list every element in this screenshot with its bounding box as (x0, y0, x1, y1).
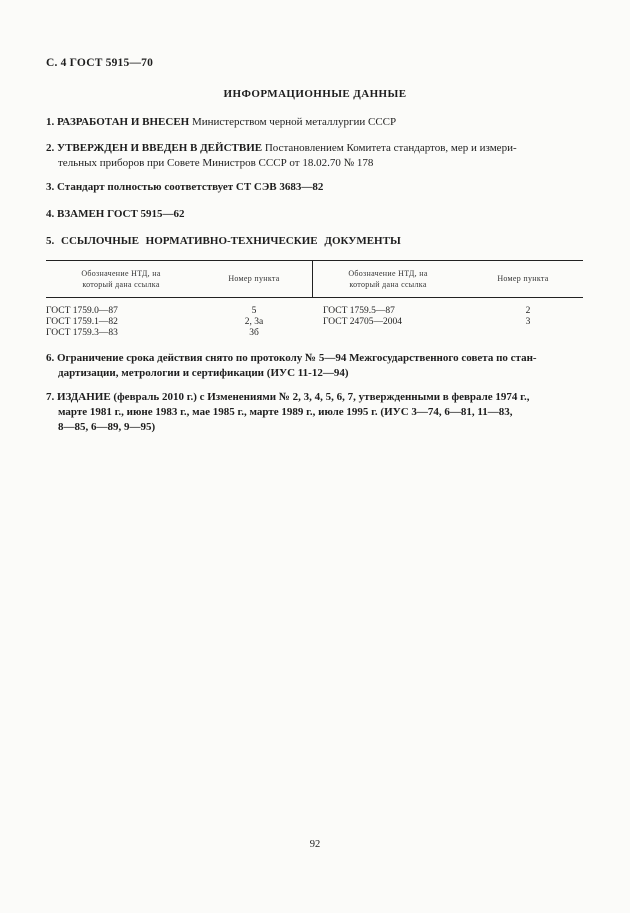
item-number: 7. (46, 391, 55, 403)
item-number: 6. (46, 352, 55, 364)
info-item-5 (46, 234, 584, 249)
table-cell-number: 2, 3а (244, 317, 264, 327)
table-cell-ntd: ГОСТ 1759.3—83 (46, 328, 118, 338)
item-text: (февраль 2010 г.) с Изменениями № 2, 3, 4, 5, 6, 7, утвержденными в феврале 1974 г., (113, 391, 530, 403)
table-cell-number: 5 (251, 306, 257, 316)
item-text-continued: марте 1981 г., июне 1983 г., мае 1985 г., марте 1989 г., июле 1995 г. (ИУС 3—74, 6—81, 11—83, (58, 406, 513, 418)
table-header-number: Номер пункта (228, 274, 280, 283)
table-cell-number: 3 (525, 317, 531, 327)
item-text-continued: дартизации, метрологии и сертификации (ИУС 11-12—94) (58, 367, 349, 379)
item-heading: ВЗАМЕН ГОСТ 5915—62 (57, 208, 185, 220)
info-item-7 (46, 390, 584, 435)
item-text-continued: 8—85, 6—89, 9—95) (58, 421, 156, 433)
table-header-rule (46, 297, 583, 298)
item-heading: ССЫЛОЧНЫЕ НОРМАТИВНО-ТЕХНИЧЕСКИЕ ДОКУМЕНТЫ (61, 235, 401, 247)
table-cell-number: 3б (249, 328, 259, 338)
info-item-4 (46, 207, 584, 222)
info-item-6 (46, 351, 584, 381)
table-header-ntd: Обозначение НТД, на который дана ссылка (81, 269, 161, 289)
table-top-rule (46, 260, 583, 261)
item-number: 1. (46, 116, 55, 128)
item-text: Ограничение срока действия снято по протоколу № 5—94 Межгосударственного совета по стан- (57, 352, 537, 364)
info-item-3 (46, 180, 584, 195)
table-header-number: Номер пункта (497, 274, 549, 283)
item-text: Постановлением Комитета стандартов, мер и измери- (264, 142, 517, 154)
info-item-1 (46, 115, 584, 130)
table-cell-ntd: ГОСТ 1759.5—87 (323, 306, 395, 316)
page-header: С. 4 ГОСТ 5915—70 (46, 57, 154, 69)
table-cell-ntd: ГОСТ 24705—2004 (323, 317, 402, 327)
item-heading: УТВЕРЖДЕН И ВВЕДЕН В ДЕЙСТВИЕ (57, 142, 263, 154)
item-number: 5. (46, 235, 55, 247)
page-number: 92 (309, 839, 321, 850)
info-item-2 (46, 141, 584, 171)
item-text: Министерством черной металлургии СССР (191, 116, 397, 128)
item-number: 3. (46, 181, 55, 193)
table-header-ntd: Обозначение НТД, на который дана ссылка (348, 269, 428, 289)
item-number: 2. (46, 142, 55, 154)
item-heading: РАЗРАБОТАН И ВНЕСЕН (57, 116, 190, 128)
section-title: ИНФОРМАЦИОННЫЕ ДАННЫЕ (223, 88, 407, 100)
item-text: Стандарт полностью соответствует СТ СЭВ 3683—82 (57, 181, 324, 193)
table-cell-number: 2 (525, 306, 531, 316)
table-cell-ntd: ГОСТ 1759.0—87 (46, 306, 118, 316)
item-text-continued: тельных приборов при Совете Министров СССР от 18.02.70 № 178 (58, 157, 374, 169)
item-heading: ИЗДАНИЕ (57, 391, 111, 403)
item-number: 4. (46, 208, 55, 220)
table-cell-ntd: ГОСТ 1759.1—82 (46, 317, 118, 327)
